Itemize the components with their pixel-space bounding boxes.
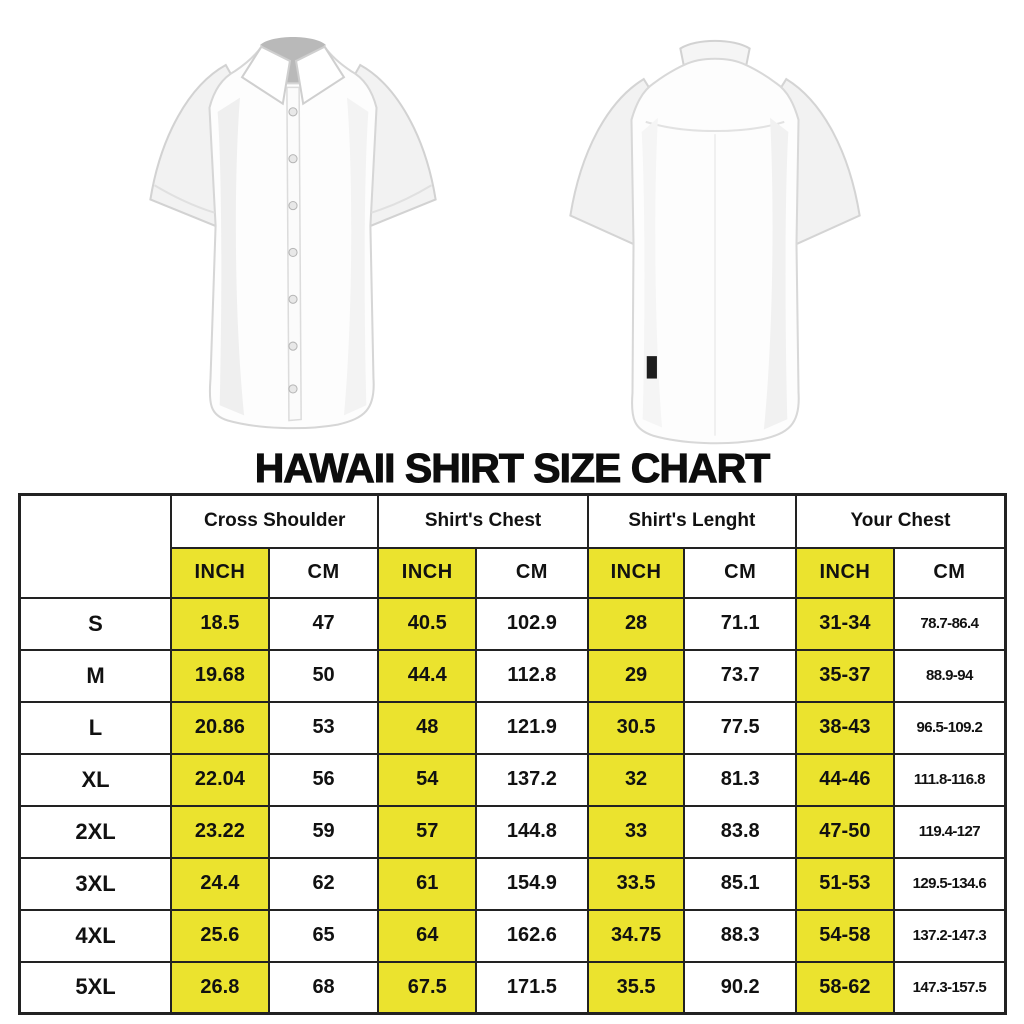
inch-value-cell: 67.5 (378, 962, 476, 1014)
inch-value-cell: 33.5 (588, 858, 685, 910)
table-row (20, 650, 1006, 702)
size-label: M (20, 650, 172, 702)
cm-value-cell: 71.1 (684, 598, 796, 650)
cm-value-cell: 96.5-109.2 (894, 702, 1006, 754)
inch-value-cell: 26.8 (171, 962, 269, 1014)
inch-value-cell: 28 (588, 598, 685, 650)
inch-value-cell: 44-46 (796, 754, 894, 806)
inch-value-cell: 30.5 (588, 702, 685, 754)
unit-header-cm: CM (269, 548, 379, 598)
inch-value-cell: 58-62 (796, 962, 894, 1014)
cm-value-cell: 129.5-134.6 (894, 858, 1006, 910)
cm-value-cell: 111.8-116.8 (894, 754, 1006, 806)
size-label: 3XL (20, 858, 172, 910)
inch-value-cell: 54 (378, 754, 476, 806)
cm-value-cell: 53 (269, 702, 379, 754)
inch-value-cell: 51-53 (796, 858, 894, 910)
inch-value-cell: 25.6 (171, 910, 269, 962)
unit-header-inch: INCH (171, 548, 269, 598)
inch-value-cell: 34.75 (588, 910, 685, 962)
inch-value-cell: 57 (378, 806, 476, 858)
column-group-cross-shoulder: Cross Shoulder (171, 495, 378, 548)
cm-value-cell: 147.3-157.5 (894, 962, 1006, 1014)
cm-value-cell: 68 (269, 962, 379, 1014)
size-table-body (20, 598, 1006, 1014)
table-row (20, 858, 1006, 910)
unit-header-inch: INCH (796, 548, 894, 598)
size-chart-table (18, 493, 1007, 1015)
table-row (20, 702, 1006, 754)
cm-value-cell: 81.3 (684, 754, 796, 806)
size-label: S (20, 598, 172, 650)
cm-value-cell: 112.8 (476, 650, 588, 702)
inch-value-cell: 35.5 (588, 962, 685, 1014)
inch-value-cell: 64 (378, 910, 476, 962)
table-row (20, 754, 1006, 806)
table-row (20, 806, 1006, 858)
inch-value-cell: 44.4 (378, 650, 476, 702)
inch-value-cell: 22.04 (171, 754, 269, 806)
unit-header-cm: CM (894, 548, 1006, 598)
cm-value-cell: 83.8 (684, 806, 796, 858)
inch-value-cell: 23.22 (171, 806, 269, 858)
inch-value-cell: 35-37 (796, 650, 894, 702)
cm-value-cell: 78.7-86.4 (894, 598, 1006, 650)
column-group-shirts-lenght: Shirt's Lenght (588, 495, 796, 548)
size-label: 4XL (20, 910, 172, 962)
inch-value-cell: 32 (588, 754, 685, 806)
inch-value-cell: 31-34 (796, 598, 894, 650)
column-group-shirts-chest: Shirt's Chest (378, 495, 587, 548)
cm-value-cell: 154.9 (476, 858, 588, 910)
cm-value-cell: 102.9 (476, 598, 588, 650)
cm-value-cell: 85.1 (684, 858, 796, 910)
page-title: HAWAII SHIRT SIZE CHART (254, 445, 770, 491)
cm-value-cell: 62 (269, 858, 379, 910)
shirt-back-image (540, 20, 890, 458)
cm-value-cell: 59 (269, 806, 379, 858)
column-group-your-chest: Your Chest (796, 495, 1005, 548)
cm-value-cell: 162.6 (476, 910, 588, 962)
size-label: XL (20, 754, 172, 806)
corner-cell (20, 495, 172, 598)
unit-header-inch: INCH (588, 548, 685, 598)
cm-value-cell: 73.7 (684, 650, 796, 702)
inch-value-cell: 24.4 (171, 858, 269, 910)
cm-value-cell: 144.8 (476, 806, 588, 858)
size-label: L (20, 702, 172, 754)
size-label: 5XL (20, 962, 172, 1014)
table-row (20, 910, 1006, 962)
inch-value-cell: 18.5 (171, 598, 269, 650)
inch-value-cell: 33 (588, 806, 685, 858)
group-header-row (20, 495, 1006, 548)
hem-tag (647, 356, 657, 378)
table-row (20, 962, 1006, 1014)
cm-value-cell: 88.9-94 (894, 650, 1006, 702)
unit-header-cm: CM (476, 548, 588, 598)
inch-value-cell: 20.86 (171, 702, 269, 754)
cm-value-cell: 50 (269, 650, 379, 702)
cm-value-cell: 88.3 (684, 910, 796, 962)
inch-value-cell: 29 (588, 650, 685, 702)
cm-value-cell: 77.5 (684, 702, 796, 754)
inch-value-cell: 47-50 (796, 806, 894, 858)
table-row (20, 598, 1006, 650)
cm-value-cell: 56 (269, 754, 379, 806)
shirt-front-image (118, 10, 468, 448)
unit-header-cm: CM (684, 548, 796, 598)
unit-header-inch: INCH (378, 548, 476, 598)
inch-value-cell: 61 (378, 858, 476, 910)
inch-value-cell: 48 (378, 702, 476, 754)
cm-value-cell: 65 (269, 910, 379, 962)
inch-value-cell: 54-58 (796, 910, 894, 962)
size-label: 2XL (20, 806, 172, 858)
inch-value-cell: 38-43 (796, 702, 894, 754)
cm-value-cell: 47 (269, 598, 379, 650)
cm-value-cell: 171.5 (476, 962, 588, 1014)
cm-value-cell: 137.2-147.3 (894, 910, 1006, 962)
cm-value-cell: 137.2 (476, 754, 588, 806)
inch-value-cell: 40.5 (378, 598, 476, 650)
cm-value-cell: 119.4-127 (894, 806, 1006, 858)
cm-value-cell: 90.2 (684, 962, 796, 1014)
inch-value-cell: 19.68 (171, 650, 269, 702)
cm-value-cell: 121.9 (476, 702, 588, 754)
